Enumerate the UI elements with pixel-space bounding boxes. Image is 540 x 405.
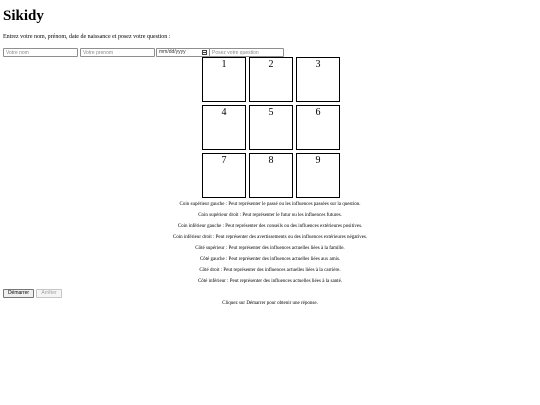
question-input[interactable] [209,48,284,57]
legend-item: Coin inférieur gauche : Peut représenter des conseils ou des influences extérieures positives. [177,224,363,229]
legend-item: Coin inférieur droit : Peut représenter des avertissements ou des influences extérieures négatives. [172,235,368,240]
result-text: Cliquez sur Démarrer pour obtenir une réponse. [222,301,318,306]
grid-cell-7: 7 [202,153,246,198]
sikidy-grid [202,57,340,198]
start-button[interactable]: Démarrer [3,289,34,298]
page-title: Sikidy [3,8,44,24]
birthdate-placeholder: mm/dd/yyyy [159,49,186,55]
grid-cell-4: 4 [202,105,246,150]
grid-cell-9: 9 [296,153,340,198]
stop-button[interactable]: Arrêter [36,289,62,298]
grid-cell-2: 2 [249,57,293,102]
grid-cell-6: 6 [296,105,340,150]
legend-item: Côté gauche : Peut représenter des influences actuelles liées aux amis. [199,257,341,262]
birthdate-input[interactable] [156,48,210,57]
prenom-input[interactable] [80,48,155,57]
legend-item: Côté inférieur : Peut représenter des influences actuelles liées à la santé. [197,279,343,284]
calendar-icon[interactable] [202,50,207,55]
nom-input[interactable] [3,48,78,57]
grid-cell-8: 8 [249,153,293,198]
legend-item: Côté supérieur : Peut représenter des influences actuelles liées à la famille. [195,246,345,251]
intro-text: Entrez votre nom, prénom, date de naissance et posez votre question : [3,34,171,40]
grid-cell-5: 5 [249,105,293,150]
grid-cell-3: 3 [296,57,340,102]
legend-item: Coin supérieur gauche : Peut représenter le passé ou les influences passées sur la question. [179,202,361,207]
legend-item: Coin supérieur droit : Peut représenter le futur ou les influences futures. [198,213,342,218]
legend-item: Côté droit : Peut représenter des influences actuelles liées à la carrière. [199,268,341,273]
grid-cell-1: 1 [202,57,246,102]
legend [0,199,540,287]
